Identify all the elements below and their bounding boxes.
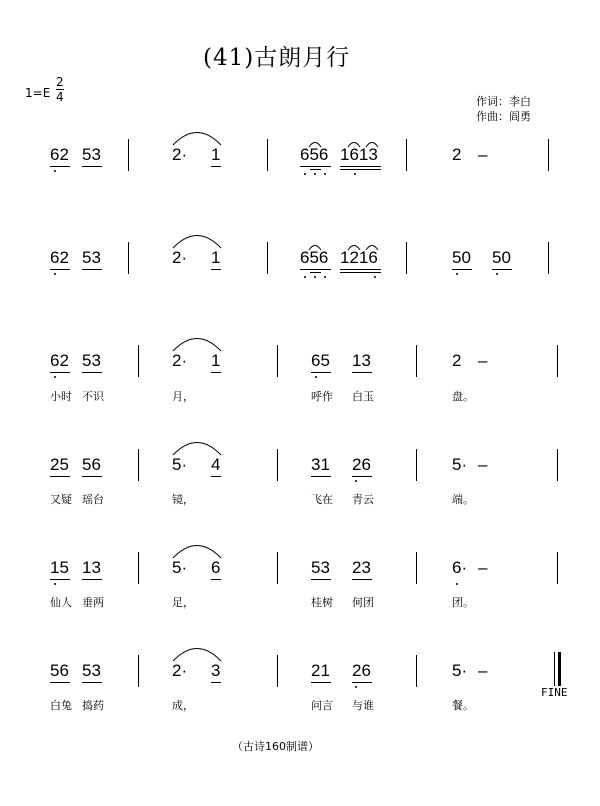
note-group: 50 (492, 248, 511, 267)
note-group: 53 (82, 145, 101, 164)
lyric: 小时 (50, 390, 72, 403)
key-signature: 1=E (25, 86, 51, 100)
note-group: – (478, 558, 488, 577)
note-group: 50 (452, 248, 471, 267)
note-group: 53 (82, 661, 101, 680)
note-group: 1613 (340, 145, 378, 164)
lyricist-credit: 作词：李白 (476, 95, 531, 108)
lyric: 垂两 (82, 596, 104, 609)
note-group: 56 (50, 661, 69, 680)
note-group: 2· (172, 248, 188, 267)
lyric: 端。 (452, 493, 474, 506)
note-group: 53 (311, 558, 330, 577)
note-group: 62 (50, 248, 69, 267)
lyric: 餐。 (452, 699, 474, 712)
note-group: 1 (211, 351, 221, 370)
lyric: 呼作 (311, 390, 333, 403)
lyric: 桂树 (311, 596, 333, 609)
note-group: 13 (352, 351, 371, 370)
lyric: 足， (172, 596, 194, 609)
note-group: 2· (172, 145, 188, 164)
note-group: 2· (172, 351, 188, 370)
note-group: 23 (352, 558, 371, 577)
lyric: 捣药 (82, 699, 104, 712)
lyric: 镜， (172, 493, 194, 506)
note-group: 26 (352, 455, 371, 474)
note-group: 6 (211, 558, 221, 577)
note-group: 3 (211, 661, 221, 680)
note-group: 26 (352, 661, 371, 680)
lyric: 白玉 (352, 390, 374, 403)
composer-credit: 作曲：阎勇 (476, 110, 531, 123)
footer-credit: （古诗160制谱） (232, 740, 319, 753)
note-group: 5· (452, 455, 468, 474)
note-group: 656 (300, 248, 329, 267)
note-group: 62 (50, 351, 69, 370)
note-group: – (478, 145, 488, 164)
lyric: 成， (172, 699, 194, 712)
lyric: 盘。 (452, 390, 474, 403)
fine-mark: FINE (541, 686, 568, 699)
note-group: 5· (172, 558, 188, 577)
note-group: 15 (50, 558, 69, 577)
lyric: 不识 (82, 390, 104, 403)
note-group: 2· (172, 661, 188, 680)
lyric: 团。 (452, 596, 474, 609)
lyric: 何团 (352, 596, 374, 609)
note-group: 1 (211, 248, 221, 267)
note-group: 6· (452, 558, 468, 577)
note-group: 53 (82, 248, 101, 267)
lyric: 白兔 (50, 699, 72, 712)
lyric: 又疑 (50, 493, 72, 506)
note-group: 656 (300, 145, 329, 164)
lyric: 飞在 (311, 493, 333, 506)
note-group: – (478, 661, 488, 680)
note-group: – (478, 351, 488, 370)
note-group: 1 (211, 145, 221, 164)
note-group: 25 (50, 455, 69, 474)
lyric: 瑶台 (82, 493, 104, 506)
time-denominator: 4 (56, 90, 64, 104)
lyric: 与谁 (352, 699, 374, 712)
note-group: 4 (211, 455, 221, 474)
note-group: 5· (172, 455, 188, 474)
note-group: 31 (311, 455, 330, 474)
note-group: 5· (452, 661, 468, 680)
song-title: (41)古朗月行 (203, 45, 351, 71)
note-group: 53 (82, 351, 101, 370)
lyric: 仙人 (50, 596, 72, 609)
note-group: 62 (50, 145, 69, 164)
note-group: – (478, 455, 488, 474)
note-group: 1216 (340, 248, 378, 267)
note-group: 13 (82, 558, 101, 577)
note-group: 2 (452, 145, 462, 164)
lyric: 问言 (311, 699, 333, 712)
time-numerator: 2 (56, 75, 64, 89)
note-group: 56 (82, 455, 101, 474)
lyric: 青云 (352, 493, 374, 506)
note-group: 2 (452, 351, 462, 370)
note-group: 65 (311, 351, 330, 370)
lyric: 月， (172, 390, 194, 403)
note-group: 21 (311, 661, 330, 680)
